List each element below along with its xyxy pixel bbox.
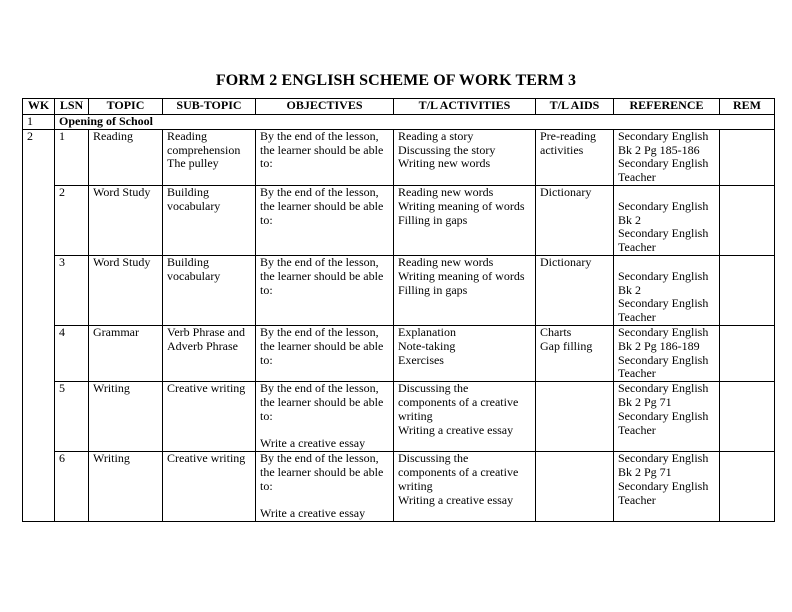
objective-line: the learner should be able (260, 142, 384, 157)
subtopic-line: The pulley (167, 156, 219, 171)
activities-cell (394, 129, 536, 185)
activity-line: components of a creative (398, 394, 519, 409)
lesson-row (23, 255, 775, 325)
reference-line: Secondary English (618, 478, 709, 493)
aid-line: activities (540, 142, 584, 157)
reference-line: Secondary English (618, 296, 709, 311)
subtopic-line: vocabulary (167, 198, 221, 213)
lesson-row (23, 382, 775, 452)
remarks-cell (720, 255, 775, 325)
reference-line: Bk 2 Pg 186-189 (618, 338, 700, 353)
subtopic-line: Verb Phrase and (167, 325, 245, 339)
reference-line: Teacher (618, 310, 656, 325)
objective-line: to: (260, 478, 273, 493)
reference-line: Teacher (618, 492, 656, 507)
reference-line: Teacher (618, 170, 656, 185)
reference-line: Bk 2 (618, 212, 642, 227)
reference-line: Bk 2 Pg 71 (618, 394, 672, 409)
header-objectives: OBJECTIVES (256, 99, 394, 115)
subtopic-line: Adverb Phrase (167, 338, 238, 353)
reference-cell (614, 185, 720, 255)
opening-week: 1 (23, 115, 55, 130)
subtopic-cell (163, 255, 256, 325)
week-cell: 2 (23, 129, 55, 521)
objective-line: By the end of the lesson, (260, 255, 379, 269)
lesson-number: 5 (55, 382, 89, 452)
reference-line: Secondary English (618, 381, 709, 396)
aid-line: Pre-reading (540, 129, 596, 143)
header-activities: T/L ACTIVITIES (394, 99, 536, 115)
reference-line: Secondary English (618, 352, 709, 367)
reference-line: Bk 2 (618, 282, 642, 297)
activity-line: Writing meaning of words (398, 268, 525, 283)
topic-cell: Word Study (89, 255, 163, 325)
activity-line: Filling in gaps (398, 282, 468, 297)
reference-line: Secondary English (618, 325, 709, 339)
objectives-cell (256, 255, 394, 325)
reference-line: Secondary English (618, 226, 709, 241)
activity-line: Note-taking (398, 338, 456, 353)
subtopic-line: comprehension (167, 142, 241, 157)
header-wk: WK (23, 99, 55, 115)
lesson-row (23, 325, 775, 381)
objective-line: By the end of the lesson, (260, 325, 379, 339)
topic-cell: Writing (89, 452, 163, 522)
objective-line: to: (260, 352, 273, 367)
opening-text: Opening of School (55, 115, 775, 130)
reference-line: Teacher (618, 422, 656, 437)
lesson-number: 4 (55, 325, 89, 381)
reference-line: Secondary English (618, 451, 709, 466)
activities-cell (394, 325, 536, 381)
topic-cell: Word Study (89, 185, 163, 255)
scheme-of-work-table (22, 98, 775, 522)
reference-cell (614, 382, 720, 452)
reference-line: Secondary English (618, 198, 709, 213)
subtopic-cell (163, 452, 256, 522)
objective-line: to: (260, 282, 273, 297)
remarks-cell (720, 185, 775, 255)
lesson-row (23, 452, 775, 522)
activity-line: Writing a creative essay (398, 492, 514, 507)
activity-line: writing (398, 478, 433, 493)
activity-line: Explanation (398, 325, 456, 339)
lesson-number: 6 (55, 452, 89, 522)
header-rem: REM (720, 99, 775, 115)
subtopic-line: Reading (167, 129, 207, 143)
activities-cell (394, 452, 536, 522)
header-row (23, 99, 775, 115)
aid-line: Charts (540, 325, 572, 339)
aids-cell (536, 185, 614, 255)
subtopic-cell (163, 382, 256, 452)
aids-cell (536, 129, 614, 185)
objective-task: Write a creative essay (260, 506, 366, 521)
reference-line: Secondary English (618, 408, 709, 423)
subtopic-line: Building (167, 255, 210, 269)
reference-cell (614, 255, 720, 325)
activity-line: Reading new words (398, 255, 494, 269)
activity-line: Discussing the (398, 451, 469, 466)
activity-line: Discussing the story (398, 142, 496, 157)
reference-line: Teacher (618, 240, 656, 255)
aid-line: Dictionary (540, 185, 592, 199)
objective-line: the learner should be able (260, 338, 384, 353)
objectives-cell (256, 129, 394, 185)
objectives-cell (256, 325, 394, 381)
aids-cell (536, 325, 614, 381)
reference-line: Bk 2 Pg 185-186 (618, 142, 700, 157)
objective-line: the learner should be able (260, 464, 384, 479)
objective-line: By the end of the lesson, (260, 451, 379, 466)
activities-cell (394, 185, 536, 255)
aid-line: Dictionary (540, 255, 592, 269)
activity-line: Discussing the (398, 381, 469, 396)
topic-cell: Writing (89, 382, 163, 452)
subtopic-line: vocabulary (167, 268, 221, 283)
subtopic-line: Building (167, 185, 210, 199)
remarks-cell (720, 129, 775, 185)
reference-line: Secondary English (618, 156, 709, 171)
reference-line: Secondary English (618, 129, 709, 143)
lesson-number: 3 (55, 255, 89, 325)
objective-line: By the end of the lesson, (260, 185, 379, 199)
objectives-cell (256, 185, 394, 255)
lesson-row (23, 129, 775, 185)
subtopic-cell (163, 325, 256, 381)
objective-line: By the end of the lesson, (260, 129, 379, 143)
activity-line: Writing a creative essay (398, 422, 514, 437)
lesson-number: 1 (55, 129, 89, 185)
header-subtopic: SUB-TOPIC (163, 99, 256, 115)
document-title: FORM 2 ENGLISH SCHEME OF WORK TERM 3 (215, 72, 577, 89)
topic-cell: Reading (89, 129, 163, 185)
objectives-cell (256, 452, 394, 522)
objective-task: Write a creative essay (260, 436, 366, 451)
aids-cell (536, 382, 614, 452)
activities-cell (394, 382, 536, 452)
activity-line: Writing new words (398, 156, 491, 171)
activity-line: Filling in gaps (398, 212, 468, 227)
subtopic-line: Creative writing (167, 451, 246, 466)
objective-line: to: (260, 212, 273, 227)
reference-line: Secondary English (618, 268, 709, 283)
remarks-cell (720, 452, 775, 522)
subtopic-cell (163, 185, 256, 255)
objective-line: By the end of the lesson, (260, 381, 379, 396)
reference-cell (614, 325, 720, 381)
aids-cell (536, 255, 614, 325)
activity-line: Writing meaning of words (398, 198, 525, 213)
lesson-number: 2 (55, 185, 89, 255)
aid-line: Gap filling (540, 338, 593, 353)
header-aids: T/L AIDS (536, 99, 614, 115)
objective-line: to: (260, 156, 273, 171)
reference-line: Bk 2 Pg 71 (618, 464, 672, 479)
remarks-cell (720, 382, 775, 452)
activity-line: components of a creative (398, 464, 519, 479)
objective-line: to: (260, 408, 273, 423)
subtopic-line: Creative writing (167, 381, 246, 396)
objective-line: the learner should be able (260, 268, 384, 283)
header-reference: REFERENCE (614, 99, 720, 115)
reference-line: Teacher (618, 366, 656, 381)
activity-line: Reading new words (398, 185, 494, 199)
activity-line: Exercises (398, 352, 444, 367)
subtopic-cell (163, 129, 256, 185)
reference-cell (614, 129, 720, 185)
reference-cell (614, 452, 720, 522)
objective-line: the learner should be able (260, 394, 384, 409)
objective-line: the learner should be able (260, 198, 384, 213)
activities-cell (394, 255, 536, 325)
opening-row (23, 115, 775, 130)
topic-cell: Grammar (89, 325, 163, 381)
header-lsn: LSN (55, 99, 89, 115)
activity-line: Reading a story (398, 129, 474, 143)
aids-cell (536, 452, 614, 522)
lesson-row (23, 185, 775, 255)
remarks-cell (720, 325, 775, 381)
header-topic: TOPIC (89, 99, 163, 115)
objectives-cell (256, 382, 394, 452)
activity-line: writing (398, 408, 433, 423)
